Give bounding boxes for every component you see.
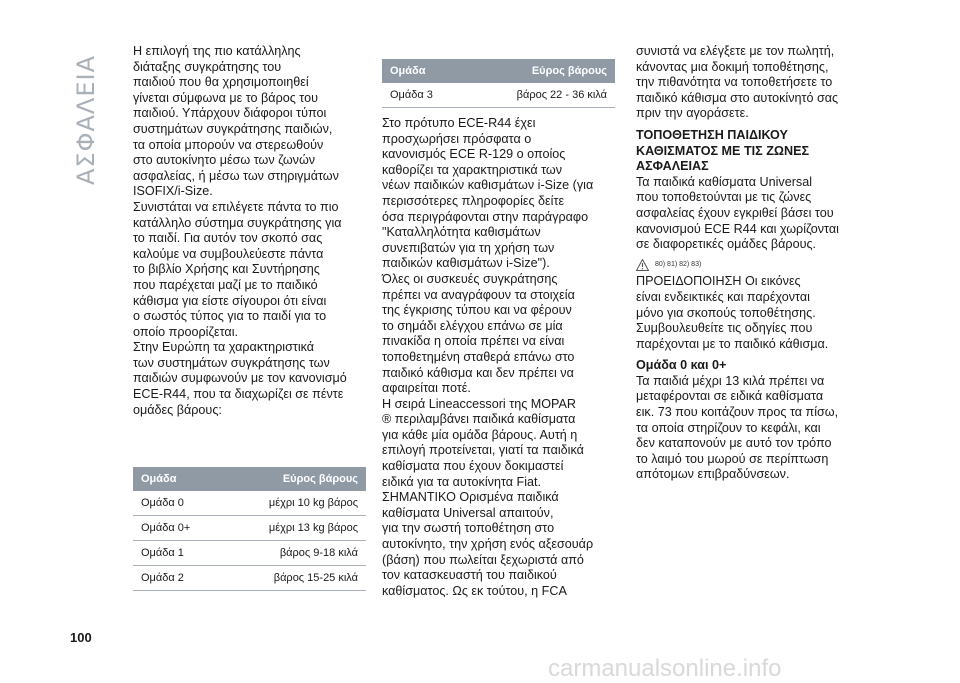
table-row bbox=[133, 491, 366, 516]
warning-triangle-icon bbox=[636, 259, 649, 271]
text-line: Στο πρότυπο ECE-R44 έχει bbox=[382, 116, 536, 130]
text-line: παρέχονται με το παιδικό κάθισμα. bbox=[636, 336, 829, 351]
text-line: το λαιμό του μωρού σε περίπτωση bbox=[636, 451, 829, 466]
section-title-text: ΑΣΦΑΛΕΙΑ bbox=[72, 55, 100, 185]
text-line: (βάση) που πωλείται ξεχωριστά από bbox=[382, 552, 584, 567]
table-cell-group: Ομάδα 1 bbox=[133, 541, 222, 566]
text-line: Η σειρά Lineaccessori της MOPAR bbox=[382, 396, 577, 411]
table-header-group: Ομάδα bbox=[133, 467, 222, 491]
text-line: διάταξης συγκράτησης του bbox=[133, 59, 282, 74]
watermark: carmanualsonline.info bbox=[548, 655, 782, 682]
text-line: παιδιού. Υπάρχουν διάφοροι τύποι bbox=[133, 106, 327, 121]
page-number: 100 bbox=[70, 630, 92, 645]
text-line: αυτοκίνητο, την χρήση ενός αξεσουάρ bbox=[382, 537, 594, 552]
column-3-intro bbox=[636, 44, 876, 122]
weight-group-table-2 bbox=[382, 59, 615, 108]
text-line: ΚΑΘΙΣΜΑΤΟΣ ΜΕ ΤΙΣ ΖΩΝΕΣ bbox=[636, 143, 810, 158]
text-line: που παρέχεται μαζί με το παιδικό bbox=[133, 277, 318, 292]
warning-refs-text: 80) 81) 82) 83) bbox=[655, 260, 702, 268]
text-line: ΣΗΜΑΝΤΙΚΟ Ορισμένα παιδικά bbox=[382, 490, 559, 505]
text-line: Συνιστάται να επιλέγετε πάντα το πιο bbox=[133, 199, 339, 214]
text-line: κάθισμα για είστε σίγουροι ότι είναι bbox=[133, 293, 327, 308]
column-3 bbox=[636, 44, 876, 483]
text-line: Στην Ευρώπη τα χαρακτηριστικά bbox=[133, 340, 315, 355]
column-3-universal-text bbox=[636, 175, 876, 253]
heading-seat-belt-installation bbox=[636, 128, 876, 175]
table-cell-weight: μέχρι 10 kg βάρος bbox=[222, 491, 366, 516]
table-row bbox=[133, 566, 366, 591]
table-cell-weight: βάρος 15-25 κιλά bbox=[222, 566, 366, 591]
text-line: το σημάδι ελέγχου επάνω σε μία bbox=[382, 318, 563, 333]
column-1 bbox=[133, 44, 368, 418]
text-line: παιδικό κάθισμα και δεν πρέπει να bbox=[382, 365, 574, 380]
text-line: όσα περιγράφονται στην παράγραφο bbox=[382, 209, 589, 224]
text-line: το βιβλίο Χρήσης και Συντήρησης bbox=[133, 262, 320, 277]
table-cell-weight: μέχρι 13 kg βάρος bbox=[222, 516, 366, 541]
text-line: Συμβουλευθείτε τις οδηγίες που bbox=[636, 321, 813, 336]
text-line: καθίσματος. Ως εκ τούτου, η FCA bbox=[382, 583, 567, 598]
text-line: κανονισμού ECE R44 και χωρίζονται bbox=[636, 221, 839, 236]
text-line: καθορίζει τα χαρακτηριστικά των bbox=[382, 162, 563, 177]
table-cell-group: Ομάδα 2 bbox=[133, 566, 222, 591]
table-cell-group: Ομάδα 0+ bbox=[133, 516, 222, 541]
column-2 bbox=[382, 116, 617, 599]
text-line: απότομων επιβραδύνσεων. bbox=[636, 467, 790, 482]
table-cell-weight: βάρος 22 - 36 κιλά bbox=[465, 83, 615, 108]
text-line: για κάθε μία ομάδα βάρους. Αυτή η bbox=[382, 427, 578, 442]
text-line: μεταφέρονται σε ειδικά καθίσματα bbox=[636, 389, 824, 404]
text-line: συνεπιβατών για τη χρήση των bbox=[382, 240, 555, 255]
text-line: επιλογή προτείνεται, γιατί τα παιδικά bbox=[382, 443, 584, 458]
text-line: "Καταλληλότητα καθισμάτων bbox=[382, 225, 541, 240]
text-line: καθίσματα που έχουν δοκιμαστεί bbox=[382, 459, 564, 474]
table-cell-group: Ομάδα 3 bbox=[382, 83, 465, 108]
text-line: ομάδες βάρους: bbox=[133, 402, 222, 417]
text-line: συστημάτων συγκράτησης παιδιών, bbox=[133, 121, 333, 136]
text-line: των συστημάτων συγκράτησης των bbox=[133, 355, 330, 370]
text-line: πρέπει να αναγράφουν τα στοιχεία bbox=[382, 287, 575, 302]
table-header-weight: Εύρος βάρους bbox=[465, 59, 615, 83]
section-title bbox=[66, 40, 106, 200]
text-line: την πιθανότητα να τοποθετήσετε το bbox=[636, 75, 833, 90]
text-line: κατάλληλο σύστημα συγκράτησης για bbox=[133, 215, 342, 230]
text-line: Τα παιδικά καθίσματα Universal bbox=[636, 174, 813, 189]
text-line: τα οποία στηρίζουν το κεφάλι, και bbox=[636, 420, 821, 435]
weight-group-table-1 bbox=[133, 467, 366, 591]
text-line: για την σωστή τοποθέτηση στο bbox=[382, 521, 555, 536]
text-line: που τοποθετούνται με τις ζώνες bbox=[636, 190, 812, 205]
text-line: ειδικά για τα αυτοκίνητα Fiat. bbox=[382, 474, 542, 489]
text-line: ΠΡΟΕΙΔΟΠΟΙΗΣΗ Οι εικόνες bbox=[636, 274, 801, 289]
text-line: ασφαλείας, ή μέσω των στηριγμάτων bbox=[133, 168, 339, 183]
text-line: Τα παιδιά μέχρι 13 κιλά πρέπει να bbox=[636, 373, 825, 388]
text-line: ECE-R44, που τα διαχωρίζει σε πέντε bbox=[133, 387, 344, 402]
table-row bbox=[133, 516, 366, 541]
text-line: κάνοντας μια δοκιμή τοποθέτησης, bbox=[636, 59, 829, 74]
table-header-row bbox=[133, 467, 366, 491]
text-line: της έγκρισης τύπου και να φέρουν bbox=[382, 303, 572, 318]
text-line: παιδιού που θα χρησιμοποιηθεί bbox=[133, 75, 309, 90]
table-header-row bbox=[382, 59, 615, 83]
text-line: εικ. 73 που κοιτάζουν προς τα πίσω, bbox=[636, 405, 839, 420]
text-line: παιδιών συμφωνούν με τον κανονισμό bbox=[133, 371, 347, 386]
table-row bbox=[133, 541, 366, 566]
text-line: ISOFIX/i-Size. bbox=[133, 184, 213, 199]
text-line: σε διαφορετικές ομάδες βάρους. bbox=[636, 237, 817, 252]
text-line: περισσότερες πληροφορίες δείτε bbox=[382, 193, 565, 208]
text-line: ® περιλαμβάνει παιδικά καθίσματα bbox=[382, 412, 576, 427]
text-line: προσχωρήσει πρόσφατα ο bbox=[382, 131, 532, 146]
text-line: καλούμε να συμβουλεύεστε πάντα bbox=[133, 246, 324, 261]
text-line: νέων παιδικών καθισμάτων i-Size (για bbox=[382, 178, 594, 193]
column-3-notice bbox=[636, 274, 876, 352]
text-line: παιδικό κάθισμα στο αυτοκίνητό σας bbox=[636, 90, 839, 105]
text-line: τον κατασκευαστή του παιδικού bbox=[382, 568, 557, 583]
text-line: ΑΣΦΑΛΕΙΑΣ bbox=[636, 159, 709, 174]
text-line: στο αυτοκίνητο μέσω των ζωνών bbox=[133, 153, 316, 168]
text-line: οποίο προορίζεται. bbox=[133, 324, 239, 339]
text-line: γίνεται σύμφωνα με το βάρος του bbox=[133, 90, 318, 105]
text-line: Η επιλογή της πιο κατάλληλης bbox=[133, 44, 301, 58]
text-line: είναι ενδεικτικές και παρέχονται bbox=[636, 289, 810, 304]
text-line: Όλες οι συσκευές συγκράτησης bbox=[382, 271, 558, 286]
table-cell-group: Ομάδα 0 bbox=[133, 491, 222, 516]
text-line: τοποθετημένη σταθερά επάνω στο bbox=[382, 349, 575, 364]
heading-group-0: Ομάδα 0 και 0+ bbox=[636, 358, 727, 373]
text-line: συνιστά να ελέγξετε με τον πωλητή, bbox=[636, 44, 835, 58]
table-row bbox=[382, 83, 615, 108]
table-cell-weight: βάρος 9-18 κιλά bbox=[222, 541, 366, 566]
text-line: παιδικών καθισμάτων i-Size"). bbox=[382, 256, 550, 271]
text-line: πριν την αγοράσετε. bbox=[636, 106, 749, 121]
text-line: καθίσματα Universal απαιτούν, bbox=[382, 505, 554, 520]
table-header-weight: Εύρος βάρους bbox=[222, 467, 366, 491]
column-3-group-0-text bbox=[636, 374, 876, 483]
text-line: αφαιρείται ποτέ. bbox=[382, 381, 471, 396]
text-line: δεν καταπονούν με αυτό τον τρόπο bbox=[636, 436, 832, 451]
text-line: ασφαλείας έχουν εγκριθεί βάσει του bbox=[636, 205, 834, 220]
table-header-group: Ομάδα bbox=[382, 59, 465, 83]
text-line: ο σωστός τύπος για το παιδί για το bbox=[133, 309, 327, 324]
text-line: κανονισμός ECE R-129 ο οποίος bbox=[382, 147, 566, 162]
text-line: το παιδί. Για αυτόν τον σκοπό σας bbox=[133, 231, 323, 246]
text-line: τα οποία μπορούν να στερεωθούν bbox=[133, 137, 324, 152]
text-line: πινακίδα η οποία πρέπει να είναι bbox=[382, 334, 565, 349]
text-line: ΤΟΠΟΘΕΤΗΣΗ ΠΑΙΔΙΚΟΥ bbox=[636, 127, 788, 142]
text-line: μόνο για σκοπούς τοποθέτησης. bbox=[636, 305, 816, 320]
warning-references bbox=[636, 257, 876, 273]
